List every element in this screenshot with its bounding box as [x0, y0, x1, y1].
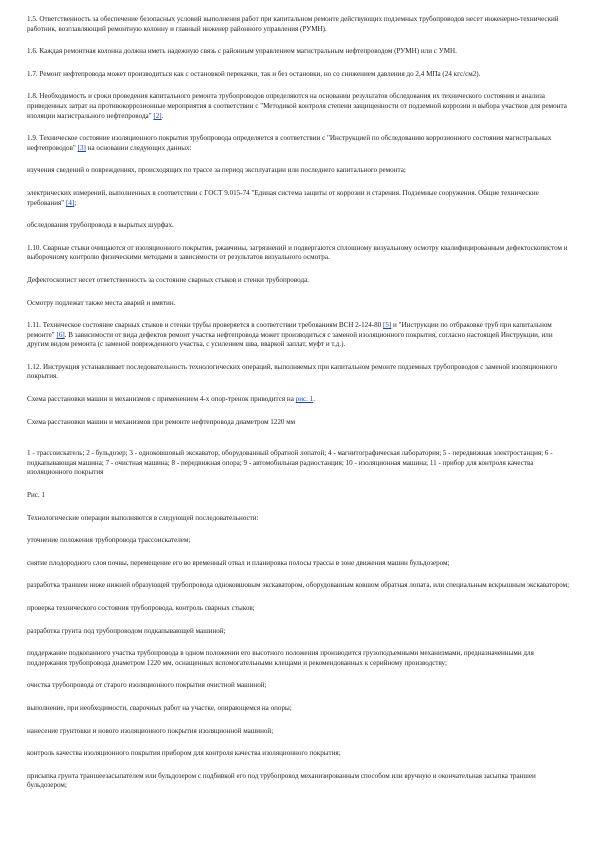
reference-link[interactable]: [6] — [56, 330, 65, 339]
paragraph-text: 1.10. Сварные стыки очищаются от изоляционного покрытия, ржавчины, загрязнений и подвергаются сплошному визуальному осмотру квалифицированным дефектоскопистом и выборочному контролю физическими методами в зависимости от результатов визуального осмотра. — [27, 243, 568, 262]
paragraph — [27, 47, 572, 57]
paragraph-text: уточнение положения трубопровода трассоискателем; — [27, 536, 191, 545]
paragraph-text: проверка технического состояния трубопровода, контроль сварных стыков; — [27, 604, 255, 612]
paragraph — [27, 395, 572, 405]
paragraph-text: 1 - трассоискатель; 2 - бульдозер; 3 - одноковшовый экскаватор, оборудованный обратной лопатой; 4 - магнитографическая лаборатория; 5 - передвижная электростанция; 6 - подкапывающая машина; 7 - очистная машина; 8 - передвижная опора; 9 - автомобильная радиостанция; 10 - изоляционная машина; 11 - прибор для контроля качества изоляционного покрытия — [27, 449, 553, 477]
paragraph — [27, 604, 572, 614]
paragraph-text: разработка траншеи ниже нижней образующей трубопровода одноковшовым экскаватором, оборудованным ковшом обратная лопата, или специальным вскрышным экскаватором; — [27, 581, 570, 590]
paragraph-text: изучения сведений о повреждениях, происходящих по трассе за период эксплуатации или последнего капитального ремонта; — [27, 166, 406, 175]
paragraph — [27, 536, 572, 546]
paragraph — [27, 491, 572, 501]
paragraph-text: 1.12. Инструкция устанавливает последовательность технологических операций, выполняемых при капитальном ремонте подземных трубопроводов с заменой изоляционного покрытия. — [27, 362, 557, 381]
reference-link[interactable]: [2] — [153, 111, 162, 120]
paragraph-text: обследования трубопровода в вырытых шурфах. — [27, 221, 174, 230]
paragraph-text: нанесение грунтовки и нового изоляционного покрытия изоляционной машиной; — [27, 726, 274, 735]
paragraph — [27, 627, 572, 637]
paragraph-text: 1.7. Ремонт нефтепровода может производиться как с остановкой перекачки, так и без остановки, но со снижением давления до 2,4 МПа (24 кгс/см2). — [27, 69, 481, 78]
paragraph-text: 1.8. Необходимость и сроки проведения капитального ремонта трубопроводов определяются на основании результатов обследования их технического состояния и анализа приведенных затрат на противокоррозионные мероприятия в соответствии с "Методикой контроля степени защищенности от подземной коррозии и выбора участков для ремонта изоляции магистрального нефтепровода" — [27, 92, 567, 120]
paragraph — [27, 363, 572, 382]
paragraph-text: Рис. 1 — [27, 491, 45, 500]
paragraph — [27, 449, 572, 478]
reference-link[interactable]: рис. 1 — [295, 395, 314, 404]
paragraph — [27, 221, 572, 231]
paragraph-text: очистка трубопровода от старого изоляционного покрытия очистной машиной; — [27, 681, 267, 690]
paragraph-text: Схема расстановки машин и механизмов с применением 4-х опор-тренок приводится на — [27, 395, 294, 404]
paragraph-text: Технологические операции выполняются в следующей последовательности: — [27, 513, 259, 522]
paragraph-text-tail: и "Инструкции по отбраковке труб при капитальном ремонте" — [27, 321, 552, 339]
paragraph — [27, 649, 572, 668]
paragraph-text: Осмотру подлежат также места аварий и вмятин. — [27, 298, 176, 307]
paragraph-text-tail: на основании следующих данных: — [85, 143, 192, 152]
document-body — [27, 15, 572, 804]
paragraph — [27, 514, 572, 524]
paragraph — [27, 70, 572, 80]
paragraph — [27, 134, 572, 153]
paragraph — [27, 559, 572, 569]
paragraph — [27, 581, 572, 591]
paragraph-text-tail: . — [161, 111, 164, 120]
paragraph-text: электрических измерений, выполненных в соответствии с ГОСТ 9.015-74 "Единая система защиты от коррозии и старения. Подземные сооружения. Общие технические требования" — [27, 188, 539, 207]
paragraph — [27, 681, 572, 691]
paragraph-text: 1.11. Техническое состояние сварных стыков и стенки трубы проверяется в соответствии требованиям ВСН 2-124-80 — [27, 321, 382, 330]
paragraph — [27, 166, 572, 176]
paragraph — [27, 321, 572, 350]
paragraph — [27, 189, 572, 208]
paragraph-text: присыпка грунта траншеезасыпателем или бульдозером с подбивкой его под трубопровод механизированным способом или вручную и окончательная засыпка траншеи бульдозером; — [27, 771, 536, 790]
figure-placeholder — [27, 440, 572, 449]
paragraph — [27, 727, 572, 737]
paragraph — [27, 704, 572, 714]
paragraph — [27, 772, 572, 791]
paragraph-text: выполнение, при необходимости, сварочных работ на участке, опирающемся на опоры; — [27, 703, 292, 712]
paragraph — [27, 276, 572, 286]
paragraph — [27, 749, 572, 759]
paragraph-text: Схема расстановки машин и механизмов при ремонте нефтепровода диаметром 1220 мм — [27, 417, 296, 426]
paragraph-text: контроль качества изоляционного покрытия прибором для контроля качества изоляционного покрытия; — [27, 749, 341, 758]
reference-link[interactable]: [5] — [383, 321, 392, 330]
paragraph — [27, 418, 572, 428]
paragraph-text-tail: . В зависимости от вида дефектов ремонт участка нефтепровода может производиться с заменой изоляционного покрытия, согласно настоящей Инструкции, или другим видом ремонта (с заменой поврежденного участка, с усилением шва, вваркой заплат, муфт и т.д.). — [27, 330, 553, 349]
paragraph-text: поддержание подкопанного участка трубопровода в одном положении его высотного положения производится грузоподъемными механизмами, предназначенными для поддержания трубопровода диаметром 1220 мм, оснащенных вспомогательными клещами и рекомендованных к серийному производству; — [27, 649, 534, 667]
paragraph-text: снятие плодородного слоя почвы, перемещение его во временный отвал и планировка полосы трассы в зоне движения машин бульдозером; — [27, 558, 450, 567]
paragraph-text-tail: . — [313, 395, 316, 404]
paragraph — [27, 299, 572, 309]
paragraph-text: 1.9. Техническое состояние изоляционного покрытия трубопровода определяется в соответствии с "Инструкцией по обследованию коррозионного состояния магистральных нефтепроводов" — [27, 134, 552, 152]
paragraph — [27, 244, 572, 263]
reference-link[interactable]: [3] — [77, 143, 86, 152]
paragraph — [27, 92, 572, 121]
reference-link[interactable]: [4] — [65, 198, 75, 207]
paragraph-text: разработка грунта под трубопроводом подкапывающей машиной; — [27, 626, 226, 635]
paragraph — [27, 15, 572, 34]
paragraph-text: 1.6. Каждая ремонтная колонна должна иметь надежную связь с районным управлением магистральным нефтепроводом (РУМН) или с УМН. — [27, 47, 457, 56]
paragraph-text-tail: ; — [74, 198, 77, 207]
paragraph-text: Дефектоскопист несет ответственность за состояние сварных стыков и стенки трубопровода. — [27, 275, 310, 284]
paragraph-text: 1.5. Ответственность за обеспечение безопасных условий выполнения работ при капитальном ремонте действующих подземных трубопроводов несет инженерно-технический работник, возглавляющий ремонтную колонну и главный инженер районного управления (РУМН). — [27, 15, 559, 33]
